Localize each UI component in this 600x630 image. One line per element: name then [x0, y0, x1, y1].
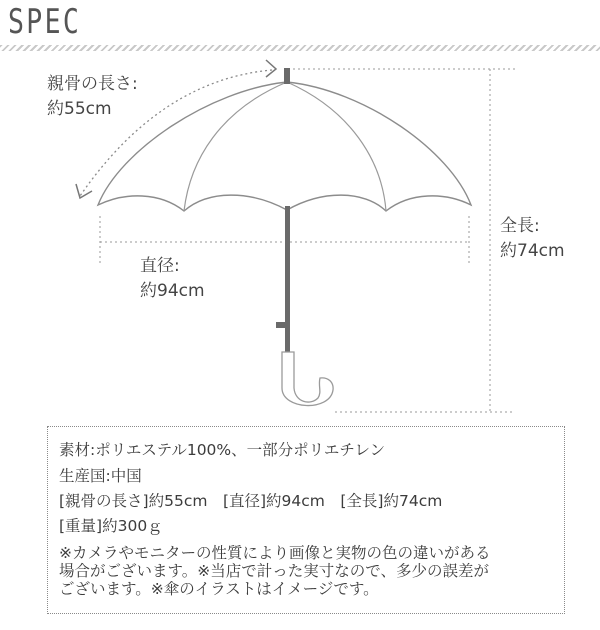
page-title: SPEC	[8, 2, 82, 42]
rib-length-value: 約55cm	[47, 99, 112, 119]
diameter-title: 直径:	[140, 256, 180, 276]
spec-weight: [重量]約300ｇ	[59, 517, 163, 535]
umbrella-canopy	[98, 82, 471, 211]
note-line: ※カメラやモニターの性質により画像と実物の色の違いがある	[59, 544, 491, 562]
diameter-value: 約94cm	[140, 281, 205, 301]
rib-length-title: 親骨の長さ:	[47, 74, 138, 94]
spec-dimensions: [親骨の長さ]約55cm [直径]約94cm [全長]約74cm	[59, 492, 443, 510]
spec-origin: 生産国:中国	[59, 467, 142, 485]
diameter-label	[140, 254, 205, 304]
note-line: 場合がございます。※当店で計った実寸なので、多少の誤差が	[59, 562, 489, 580]
spec-material: 素材:ポリエステル100%、一部分ポリエチレン	[59, 441, 386, 459]
total-length-label	[500, 214, 565, 264]
note-line: ございます。※傘のイラストはイメージです。	[59, 580, 379, 598]
rib-length-label	[47, 72, 138, 122]
umbrella-handle	[282, 352, 333, 406]
disclaimer-note	[59, 544, 559, 598]
total-length-value: 約74cm	[500, 241, 565, 261]
total-length-title: 全長:	[500, 216, 540, 236]
